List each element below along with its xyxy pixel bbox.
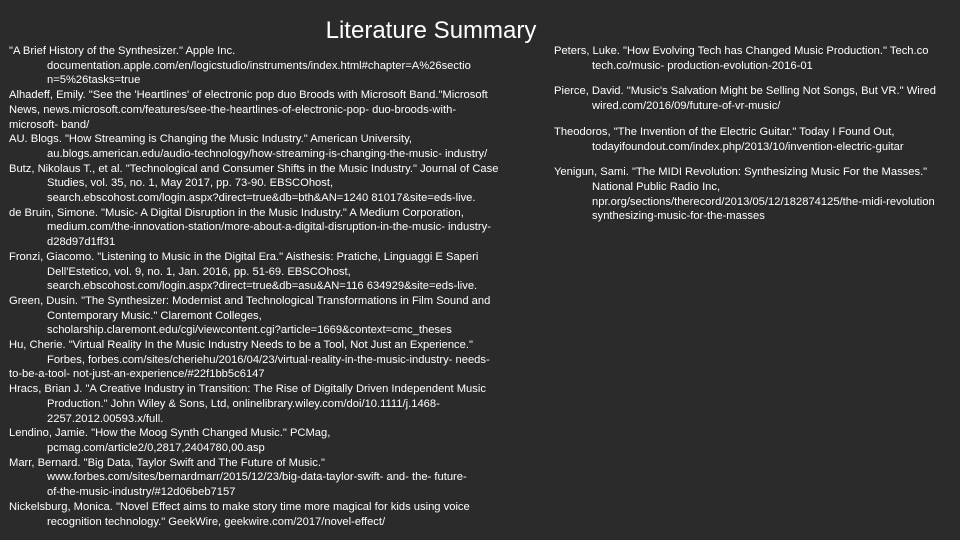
citation-line: Dell'Estetico, vol. 9, no. 1, Jan. 2016, pp. 51-69. EBSCOhost,: [47, 265, 351, 278]
citation-nickelsburg: [9, 500, 549, 529]
citation-line: scholarship.claremont.edu/cgi/viewcontent.cgi?article=1669&context=cmc_theses: [47, 324, 452, 337]
citation-line: documentation.apple.com/en/logicstudio/instruments/index.html#chapter=A%26sectio: [47, 59, 471, 72]
citation-apple: [9, 44, 549, 88]
citation-line: n=5%26tasks=true: [47, 74, 141, 87]
citation-pierce: [554, 84, 960, 113]
citation-au: [9, 132, 549, 161]
citation-line: Nickelsburg, Monica. "Novel Effect aims to make story time more magical for kids using voice: [9, 500, 470, 513]
citation-green: [9, 294, 549, 338]
citation-line: National Public Radio Inc,: [592, 180, 721, 193]
citation-line: Peters, Luke. "How Evolving Tech has Changed Music Production." Tech.co: [554, 45, 929, 57]
citation-line: npr.org/sections/therecord/2013/05/12/182874125/the-midi-revolution: [592, 195, 935, 208]
citation-marr: [9, 456, 549, 500]
citation-line: Green, Dusin. "The Synthesizer: Modernist and Technological Transformations in Film Sound and: [9, 294, 491, 307]
citation-line: Forbes, forbes.com/sites/cheriehu/2016/04/23/virtual-reality-in-the-music-industry- needs-: [47, 353, 490, 366]
citation-line: todayifoundout.com/index.php/2013/10/invention-electric-guitar: [592, 140, 904, 153]
citation-line: Alhadeff, Emily. "See the 'Heartlines' of electronic pop duo Broods with Microsoft Band."Microsoft: [9, 89, 488, 102]
citation-line: to-be-a-tool- not-just-an-experience/#22f1bb5c6147: [9, 368, 265, 381]
citation-line: Pierce, David. "Music's Salvation Might be Selling Not Songs, But VR." Wired: [554, 85, 936, 98]
citation-line: Hracs, Brian J. "A Creative Industry in Transition: The Rise of Digitally Driven Independent Music: [9, 383, 486, 396]
citation-butz: [9, 162, 549, 206]
citation-peters: [554, 44, 960, 73]
citation-alhadeff: [9, 88, 549, 132]
citation-line: Yenigun, Sami. "The MIDI Revolution: Synthesizing Music For the Masses.": [554, 166, 928, 179]
citation-line: search.ebscohost.com/login.aspx?direct=true&db=bth&AN=1240 81017&site=eds-live.: [47, 192, 476, 205]
citation-line: Studies, vol. 35, no. 1, May 2017, pp. 73-90. EBSCOhost,: [47, 177, 334, 190]
citation-theodoros: [554, 125, 960, 154]
citation-line: Theodoros, "The Invention of the Electric Guitar." Today I Found Out,: [554, 125, 895, 138]
citation-line: recognition technology." GeekWire, geekwire.com/2017/novel-effect/: [47, 515, 386, 528]
citation-lendino: [9, 426, 549, 455]
citation-line: Contemporary Music." Claremont Colleges,: [47, 309, 262, 322]
citation-line: 2257.2012.00593.x/full.: [47, 412, 164, 425]
citation-line: Marr, Bernard. "Big Data, Taylor Swift and The Future of Music.": [9, 456, 325, 469]
citation-debruin: [9, 206, 549, 250]
citation-line: au.blogs.american.edu/audio-technology/how-streaming-is-changing-the-music- industry/: [47, 147, 488, 160]
citation-fronzi: [9, 250, 549, 294]
citation-line: medium.com/the-innovation-station/more-about-a-digital-disruption-in-the-music- industry-: [47, 221, 491, 234]
citation-line: synthesizing-music-for-the-masses: [592, 210, 765, 223]
citation-line: of-the-music-industry/#12d06beb7157: [47, 486, 236, 499]
citation-line: AU. Blogs. "How Streaming is Changing the Music Industry." American University,: [9, 133, 412, 146]
citation-line: wired.com/2016/09/future-of-vr-music/: [592, 100, 781, 113]
citation-line: Production." John Wiley & Sons, Ltd, onlinelibrary.wiley.com/doi/10.1111/j.1468-: [47, 397, 440, 410]
citation-line: pcmag.com/article2/0,2817,2404780,00.asp: [47, 441, 265, 454]
citation-line: de Bruin, Simone. "Music- A Digital Disruption in the Music Industry." A Medium Corporation,: [9, 206, 464, 219]
citation-line: www.forbes.com/sites/bernardmarr/2015/12/23/big-data-taylor-swift- and- the- future-: [47, 471, 467, 484]
citation-line: Hu, Cherie. "Virtual Reality In the Music Industry Needs to be a Tool, Not Just an Experience.": [9, 339, 473, 352]
citation-line: tech.co/music- production-evolution-2016-01: [592, 59, 813, 72]
citation-line: News, news.microsoft.com/features/see-the-heartlines-of-electronic-pop- duo-broods-with-: [9, 103, 457, 116]
citation-hracs: [9, 382, 549, 426]
citation-line: search.ebscohost.com/login.aspx?direct=true&db=asu&AN=116 634929&site=eds-live.: [47, 280, 478, 293]
citation-line: microsoft- band/: [9, 118, 90, 131]
left-reference-column: [9, 44, 549, 529]
citation-hu: [9, 338, 549, 382]
citation-line: d28d97d1ff31: [47, 236, 116, 249]
citation-yenigun: [554, 165, 960, 224]
right-reference-column: [554, 44, 960, 224]
citation-line: Lendino, Jamie. "How the Moog Synth Changed Music." PCMag,: [9, 427, 331, 440]
slide-title: Literature Summary: [325, 17, 537, 44]
citation-line: Fronzi, Giacomo. "Listening to Music in the Digital Era." Aisthesis: Pratiche, Linguaggi E Saperi: [9, 250, 479, 263]
citation-line: Butz, Nikolaus T., et al. "Technological and Consumer Shifts in the Music Industry." Journal of Case: [9, 162, 499, 175]
citation-line: "A Brief History of the Synthesizer." Apple Inc.: [9, 45, 236, 57]
